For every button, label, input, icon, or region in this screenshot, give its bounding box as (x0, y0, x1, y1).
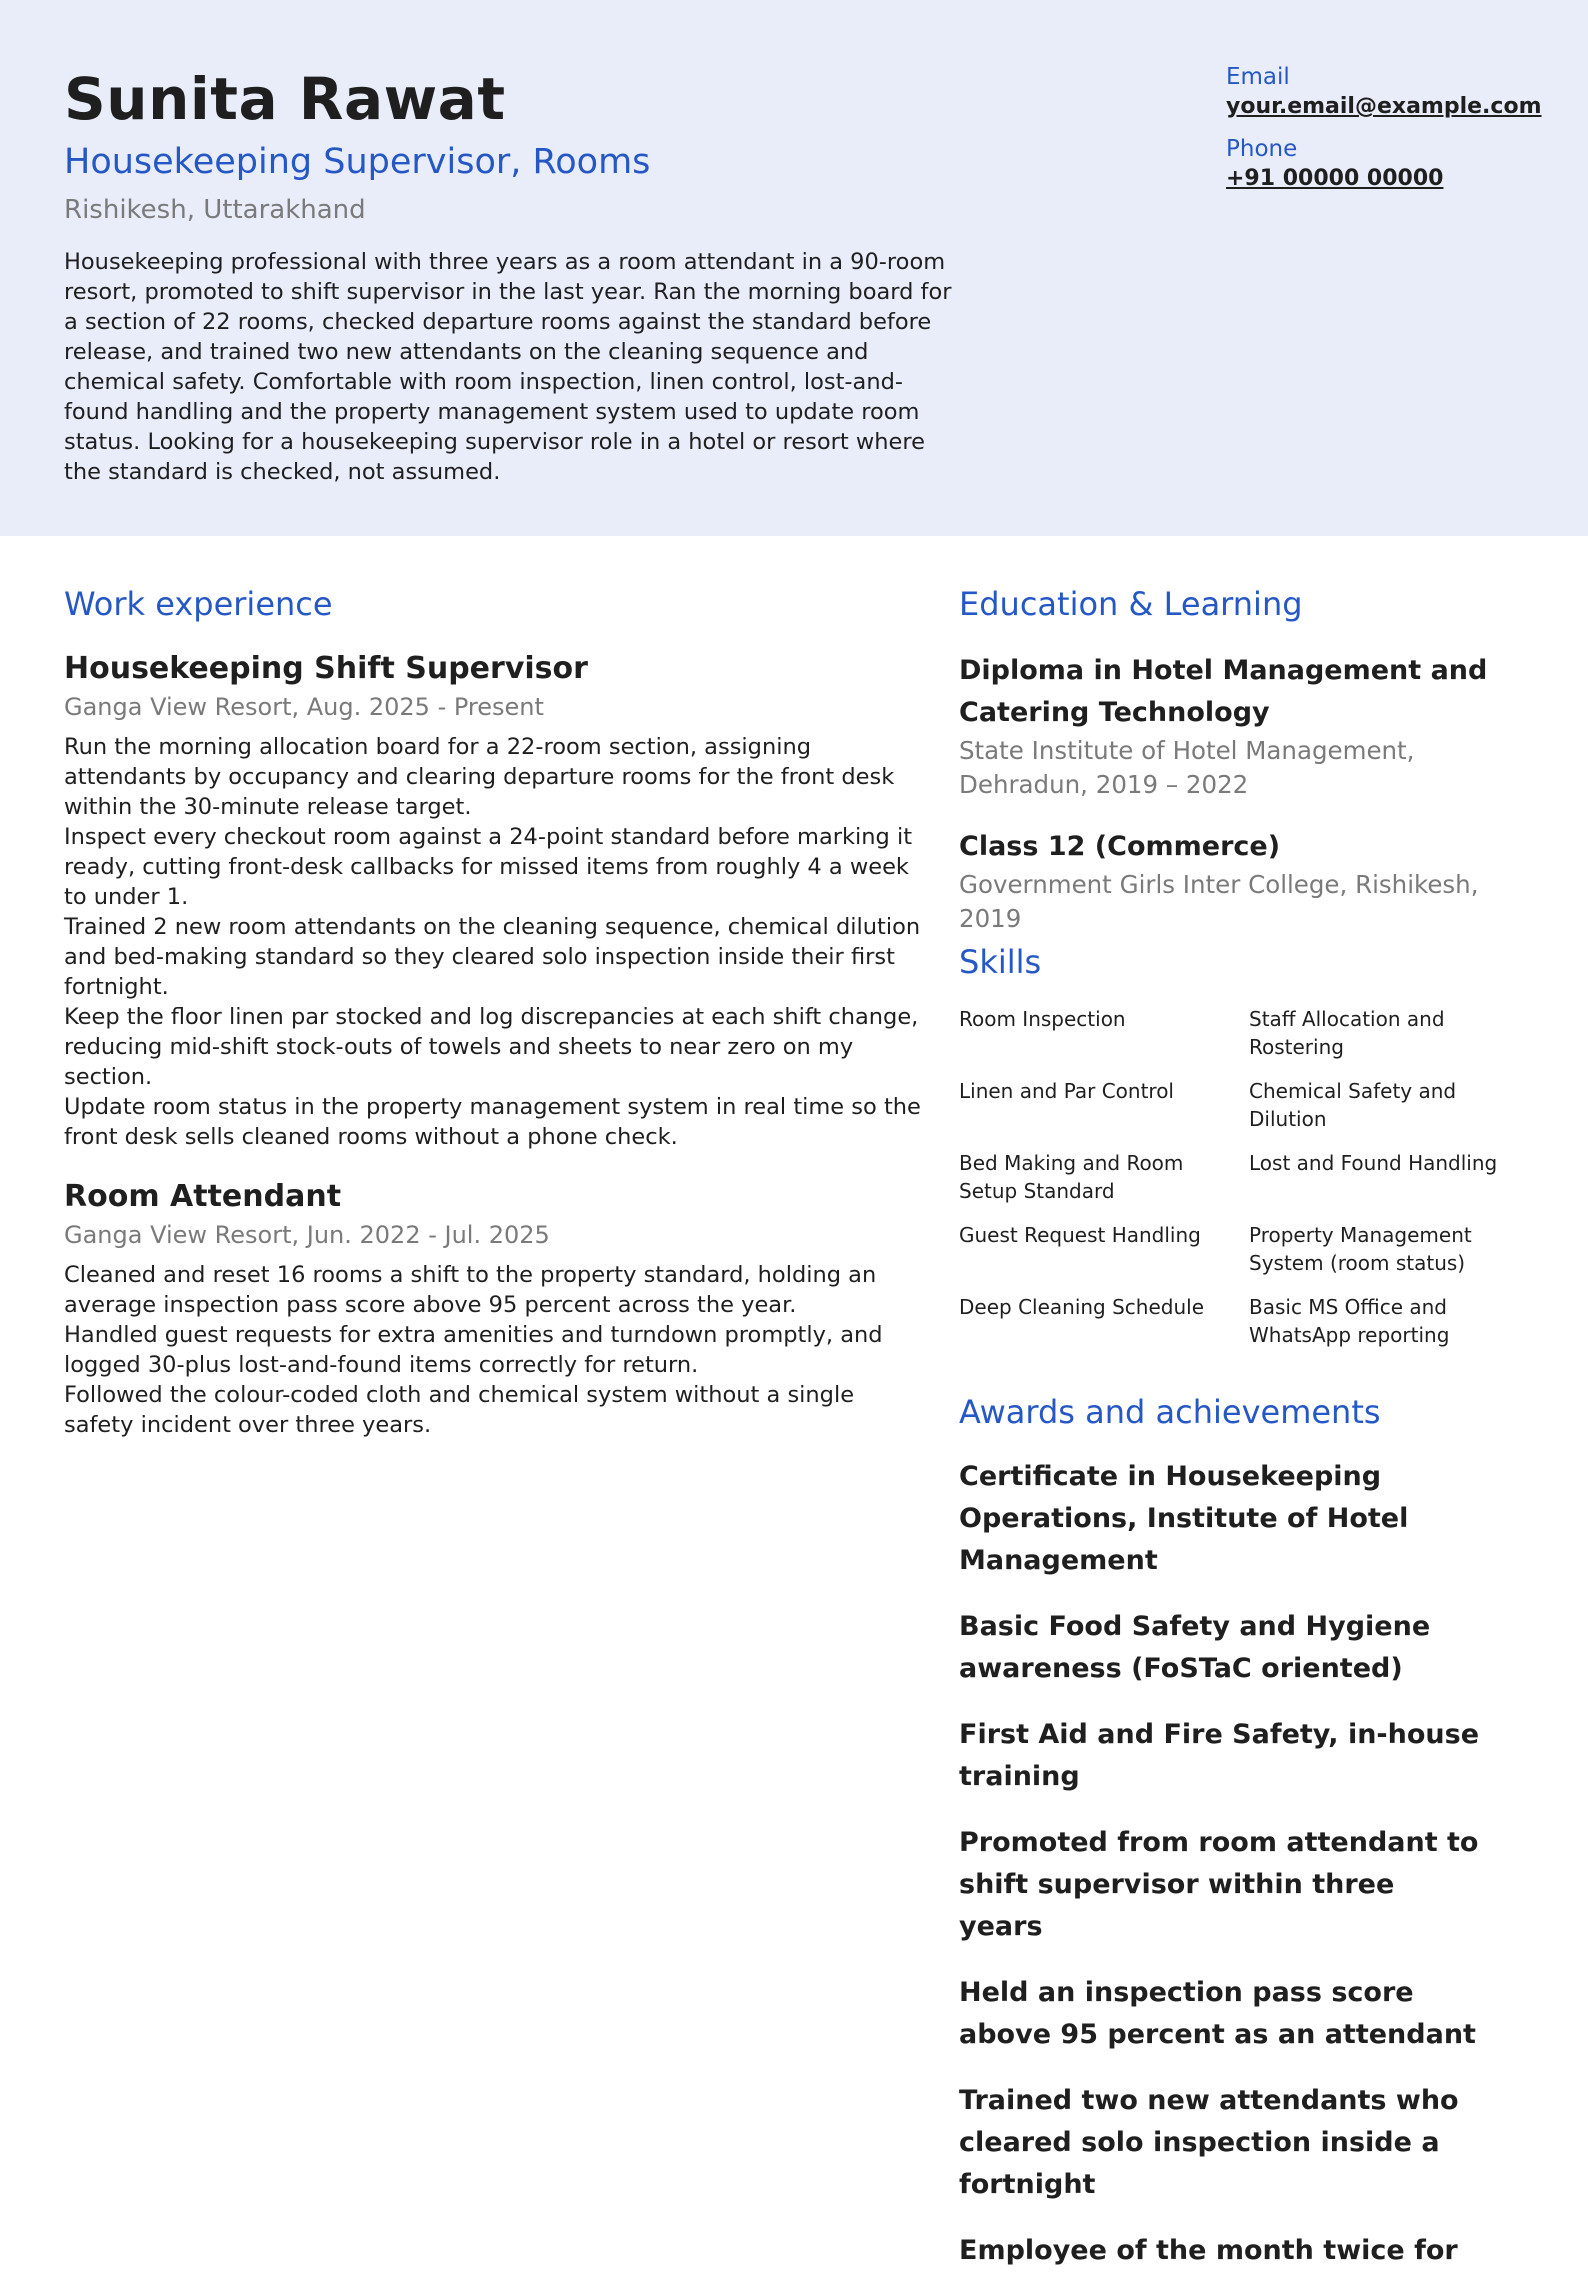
job-bullet: Inspect every checkout room against a 24-point standard before marking it ready, cutting front-desk callbacks for missed items from roughly 4 a week to under 1. (64, 824, 913, 910)
skill-item: Lost and Found Handling (1249, 1151, 1498, 1175)
skills-section-title: Skills (959, 943, 1042, 981)
job-title: Room Attendant (64, 1179, 342, 1214)
awards-section-title: Awards and achievements (959, 1393, 1381, 1431)
skill-item: Basic MS Office and WhatsApp reporting (1249, 1295, 1450, 1347)
profile-summary: Housekeeping professional with three years as a room attendant in a 90-room resort, promoted to shift supervisor in the last year. Ran the morning board for a section of 22 rooms, checked departure rooms against the standard before release, and trained two new attendants on the cleaning sequence and chemical safety. Comfortable with room inspection, linen control, lost-and-found handling and the property management system used to update room status. Looking for a housekeeping supervisor role in a hotel or resort where the standard is checked, not assumed. (64, 249, 952, 485)
skill-item: Bed Making and Room Setup Standard (959, 1151, 1184, 1203)
education-title: Diploma in Hotel Management and Catering Technology (959, 655, 1488, 728)
award-item: Held an inspection pass score above 95 percent as an attendant (959, 1977, 1476, 2050)
job-bullet: Cleaned and reset 16 rooms a shift to the property standard, holding an average inspection pass score above 95 percent across the year. (64, 1262, 877, 1318)
education-section-title: Education & Learning (959, 585, 1303, 623)
award-item: First Aid and Fire Safety, in-house training (959, 1719, 1480, 1792)
work-section-title: Work experience (64, 585, 333, 623)
candidate-name: Sunita Rawat (64, 65, 506, 133)
skill-item: Property Management System (room status) (1249, 1223, 1472, 1275)
skills-grid (959, 1005, 1539, 1349)
skill-item: Room Inspection (959, 1007, 1126, 1031)
job-entry (64, 648, 924, 1152)
skill-item: Linen and Par Control (959, 1079, 1174, 1103)
phone-label: Phone (1226, 136, 1298, 162)
job-meta: Ganga View Resort, Aug. 2025 - Present (64, 693, 544, 721)
award-item: Promoted from room attendant to shift supervisor within three years (959, 1827, 1479, 1942)
job-bullet: Run the morning allocation board for a 22-room section, assigning attendants by occupancy and clearing departure rooms for the front desk within the 30-minute release target. (64, 734, 895, 820)
award-item: Employee of the month twice for (959, 2235, 1458, 2266)
award-item: Basic Food Safety and Hygiene awareness (FoSTaC oriented) (959, 1611, 1431, 1684)
awards-list (959, 1456, 1479, 2296)
job-entry (64, 1176, 924, 1440)
phone-link[interactable]: +91 00000 00000 (1226, 166, 1444, 191)
job-bullet: Handled guest requests for extra amenities and turndown promptly, and logged 30-plus lost-and-found items correctly for return. (64, 1322, 883, 1378)
headline: Housekeeping Supervisor, Rooms (64, 142, 651, 182)
skill-item: Chemical Safety and Dilution (1249, 1079, 1457, 1131)
location: Rishikesh, Uttarakhand (64, 195, 366, 225)
job-title: Housekeeping Shift Supervisor (64, 651, 588, 686)
job-bullets (64, 732, 924, 1152)
education-entry (959, 826, 1539, 936)
email-link[interactable]: your.email@example.com (1226, 94, 1542, 119)
education-meta: Government Girls Inter College, Rishikesh, 2019 (959, 870, 1479, 933)
job-bullet: Followed the colour-coded cloth and chemical system without a single safety incident over three years. (64, 1382, 855, 1438)
skill-item: Deep Cleaning Schedule (959, 1295, 1205, 1319)
award-item: Certificate in Housekeeping Operations, Institute of Hotel Management (959, 1461, 1409, 1576)
job-bullet: Keep the floor linen par stocked and log discrepancies at each shift change, reducing mid-shift stock-outs of towels and sheets to near zero on my section. (64, 1004, 919, 1090)
job-bullets (64, 1260, 924, 1440)
job-meta: Ganga View Resort, Jun. 2022 - Jul. 2025 (64, 1221, 550, 1249)
award-item: Trained two new attendants who cleared solo inspection inside a fortnight (959, 2085, 1459, 2200)
education-entry (959, 650, 1539, 802)
skill-item: Guest Request Handling (959, 1223, 1201, 1247)
header-band (0, 0, 1588, 536)
email-block (1226, 62, 1566, 122)
skill-item: Staff Allocation and Rostering (1249, 1007, 1445, 1059)
phone-block (1226, 134, 1566, 194)
email-label: Email (1226, 64, 1290, 90)
education-title: Class 12 (Commerce) (959, 831, 1281, 862)
job-bullet: Trained 2 new room attendants on the cleaning sequence, chemical dilution and bed-making standard so they cleared solo inspection inside their first fortnight. (64, 914, 921, 1000)
job-bullet: Update room status in the property management system in real time so the front desk sells cleaned rooms without a phone check. (64, 1094, 921, 1150)
education-meta: State Institute of Hotel Management, Dehradun, 2019 – 2022 (959, 736, 1415, 799)
